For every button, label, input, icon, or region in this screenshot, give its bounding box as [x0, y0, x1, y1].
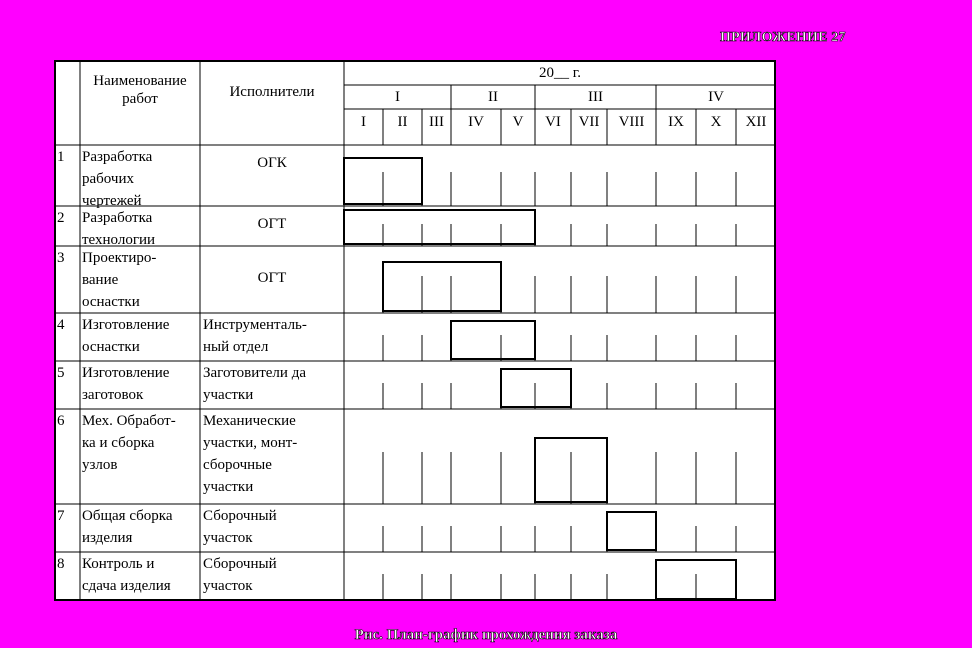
- figure-caption: Рис. План-график прохождения заказа: [354, 627, 618, 643]
- month-label: X: [710, 114, 722, 130]
- row-work-name: Контроль и сдача изделия: [82, 556, 171, 594]
- gantt-bar-row-3: [383, 262, 501, 311]
- row-number: 4: [57, 317, 65, 333]
- quarter-label: III: [588, 89, 603, 105]
- row-work-name: Изготовление оснастки: [82, 317, 170, 355]
- row-executor: Инструменталь- ный отдел: [203, 317, 307, 355]
- row-work-name: Общая сборка изделия: [82, 508, 173, 546]
- gantt-bar-row-7: [607, 512, 656, 550]
- month-label: I: [361, 114, 366, 130]
- month-label: IV: [468, 114, 484, 130]
- row-number: 5: [57, 365, 65, 381]
- header-year: 20__ г.: [539, 65, 581, 81]
- row-executor: ОГТ: [257, 216, 287, 232]
- month-label: VIII: [618, 114, 645, 130]
- row-number: 7: [57, 508, 65, 524]
- header-executors: Исполнители: [229, 84, 315, 100]
- row-number: 8: [57, 556, 65, 572]
- row-work-name: Изготовление заготовок: [82, 365, 170, 403]
- row-number: 1: [57, 149, 65, 165]
- row-executor: Заготовители да участки: [203, 365, 306, 403]
- row-number: 6: [57, 413, 65, 429]
- row-work-name: Разработка технологии: [82, 210, 156, 248]
- month-label: II: [397, 114, 408, 130]
- month-label: XII: [745, 114, 767, 130]
- row-work-name: Разработка рабочих чертежей: [82, 149, 153, 209]
- header-work-name: Наименование работ: [93, 73, 187, 107]
- row-executor: Сборочный участок: [203, 508, 277, 546]
- row-work-name: Мех. Обработ- ка и сборка узлов: [82, 413, 176, 473]
- month-label: III: [429, 114, 444, 130]
- row-number: 3: [57, 250, 65, 266]
- month-label: VII: [578, 114, 600, 130]
- appendix-label: ПРИЛОЖЕНИЕ 27: [720, 30, 846, 45]
- quarter-label: IV: [708, 89, 724, 105]
- month-label: V: [512, 114, 524, 130]
- row-executor: Механические участки, монт- сборочные участки: [203, 413, 298, 495]
- row-number: 2: [57, 210, 65, 226]
- gantt-bar-row-4: [451, 321, 535, 359]
- gantt-bar-row-2: [344, 210, 535, 244]
- row-executor: ОГК: [257, 155, 287, 171]
- row-work-name: Проектиро- вание оснастки: [82, 250, 157, 310]
- row-executor: ОГТ: [257, 270, 287, 286]
- quarter-label: I: [395, 89, 400, 105]
- gantt-bar-row-5: [501, 369, 571, 407]
- month-label: IX: [668, 114, 684, 130]
- month-label: VI: [545, 114, 561, 130]
- quarter-label: II: [488, 89, 498, 105]
- plan-schedule-table: [54, 60, 776, 601]
- row-executor: Сборочный участок: [203, 556, 277, 594]
